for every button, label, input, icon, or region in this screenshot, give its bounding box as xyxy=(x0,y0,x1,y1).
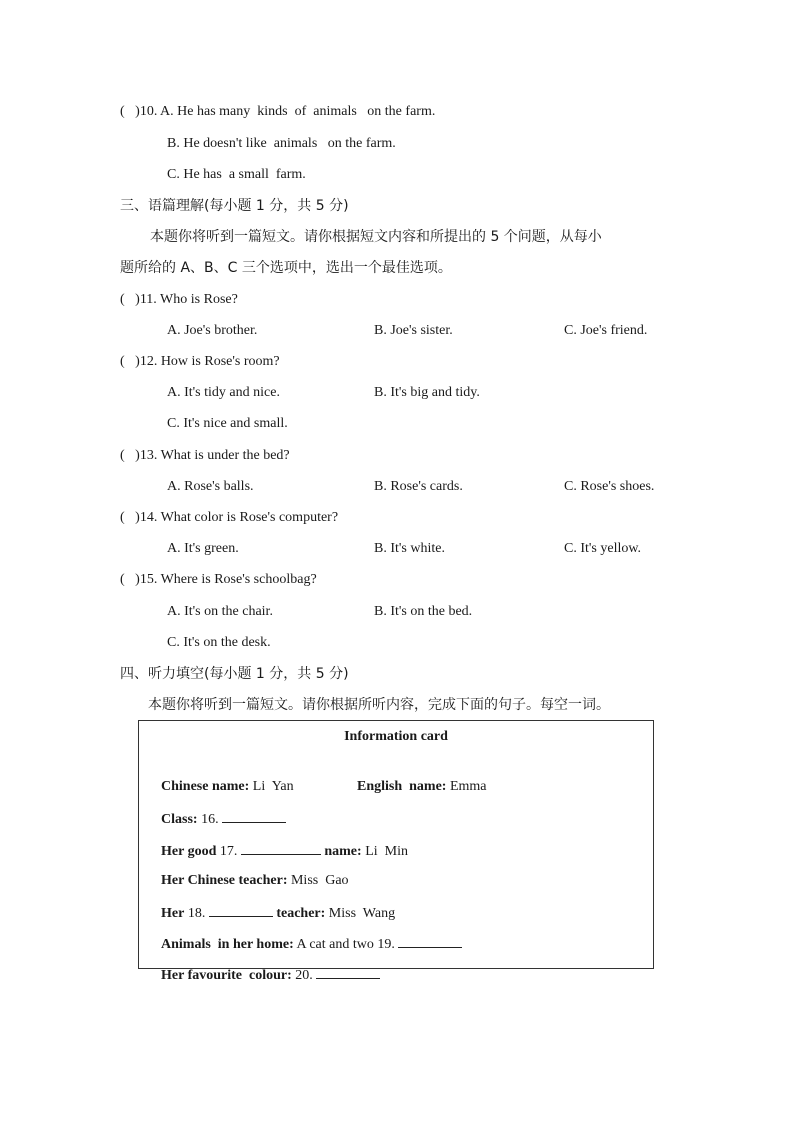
q10-stem: ( )10. A. He has many kinds of animals on the farm. xyxy=(120,104,436,119)
q14-stem: ( )14. What color is Rose's computer? xyxy=(120,510,339,525)
section4-instruction: 本题你将听到一篇短文。请你根据所听内容，完成下面的句子。每空一词。 xyxy=(148,697,610,713)
her-18-number: 18. xyxy=(187,906,206,921)
q14-option-b: B. It's white. xyxy=(374,541,445,556)
q14-option-c: C. It's yellow. xyxy=(564,541,642,556)
colour-blank[interactable] xyxy=(316,965,380,979)
q10-option-b: B. He doesn't like animals on the farm. xyxy=(167,136,396,151)
her-label: Her xyxy=(161,906,185,921)
chinese-teacher-label: Her Chinese teacher: xyxy=(161,873,288,888)
q11-option-c: C. Joe's friend. xyxy=(564,323,648,338)
chinese-name-label: Chinese name: xyxy=(161,779,250,794)
q12-stem: ( )12. How is Rose's room? xyxy=(120,354,280,369)
section4-heading: 四、听力填空(每小题 1 分，共 5 分) xyxy=(120,666,349,682)
good-name-value: Li Min xyxy=(365,844,408,859)
class-number: 16. xyxy=(201,812,219,827)
colour-number: 20. xyxy=(295,968,313,983)
animals-value: A cat and two xyxy=(296,937,374,952)
q12-option-a: A. It's tidy and nice. xyxy=(167,385,280,400)
q10-option-c: C. He has a small farm. xyxy=(167,167,306,182)
q15-stem: ( )15. Where is Rose's schoolbag? xyxy=(120,572,317,587)
q15-option-c: C. It's on the desk. xyxy=(167,635,271,650)
q11-stem: ( )11. Who is Rose? xyxy=(120,292,238,307)
card-row-colour xyxy=(147,947,380,1003)
q15-option-b: B. It's on the bed. xyxy=(374,604,473,619)
english-name-value: Emma xyxy=(449,779,487,794)
q13-option-b: B. Rose's cards. xyxy=(374,479,463,494)
good-label: Her good xyxy=(161,844,217,859)
q11-option-a: A. Joe's brother. xyxy=(167,323,258,338)
good-blank[interactable] xyxy=(241,841,321,855)
chinese-teacher-value: Miss Gao xyxy=(290,873,349,888)
animals-label: Animals in her home: xyxy=(161,937,294,952)
teacher-value: Miss Wang xyxy=(328,906,396,921)
information-card xyxy=(138,720,654,983)
q13-option-a: A. Rose's balls. xyxy=(167,479,254,494)
q12-option-b: B. It's big and tidy. xyxy=(374,385,480,400)
section3-instruction-2: 题所给的 A、B、C 三个选项中，选出一个最佳选项。 xyxy=(120,260,452,276)
q15-option-a: A. It's on the chair. xyxy=(167,604,273,619)
english-name-label: English name: xyxy=(357,779,447,794)
class-label: Class: xyxy=(161,812,198,827)
teacher-label: teacher: xyxy=(276,906,326,921)
animals-number: 19. xyxy=(377,937,395,952)
colour-label: Her favourite colour: xyxy=(161,968,292,983)
good-name-label: name: xyxy=(324,844,362,859)
q12-option-c: C. It's nice and small. xyxy=(167,416,288,431)
her-18-blank[interactable] xyxy=(209,903,273,917)
card-row-english-name xyxy=(343,760,487,814)
card-title: Information card xyxy=(344,729,448,744)
chinese-name-value: Li Yan xyxy=(252,779,294,794)
section3-heading: 三、语篇理解(每小题 1 分，共 5 分) xyxy=(120,198,349,214)
q14-option-a: A. It's green. xyxy=(167,541,239,556)
section3-instruction-1: 本题你将听到一篇短文。请你根据短文内容和所提出的 5 个问题，从每小 xyxy=(150,229,602,245)
q11-option-b: B. Joe's sister. xyxy=(374,323,453,338)
q13-stem: ( )13. What is under the bed? xyxy=(120,448,290,463)
class-blank[interactable] xyxy=(222,809,286,823)
animals-blank[interactable] xyxy=(398,934,462,948)
q13-option-c: C. Rose's shoes. xyxy=(564,479,655,494)
good-number: 17. xyxy=(219,844,238,859)
